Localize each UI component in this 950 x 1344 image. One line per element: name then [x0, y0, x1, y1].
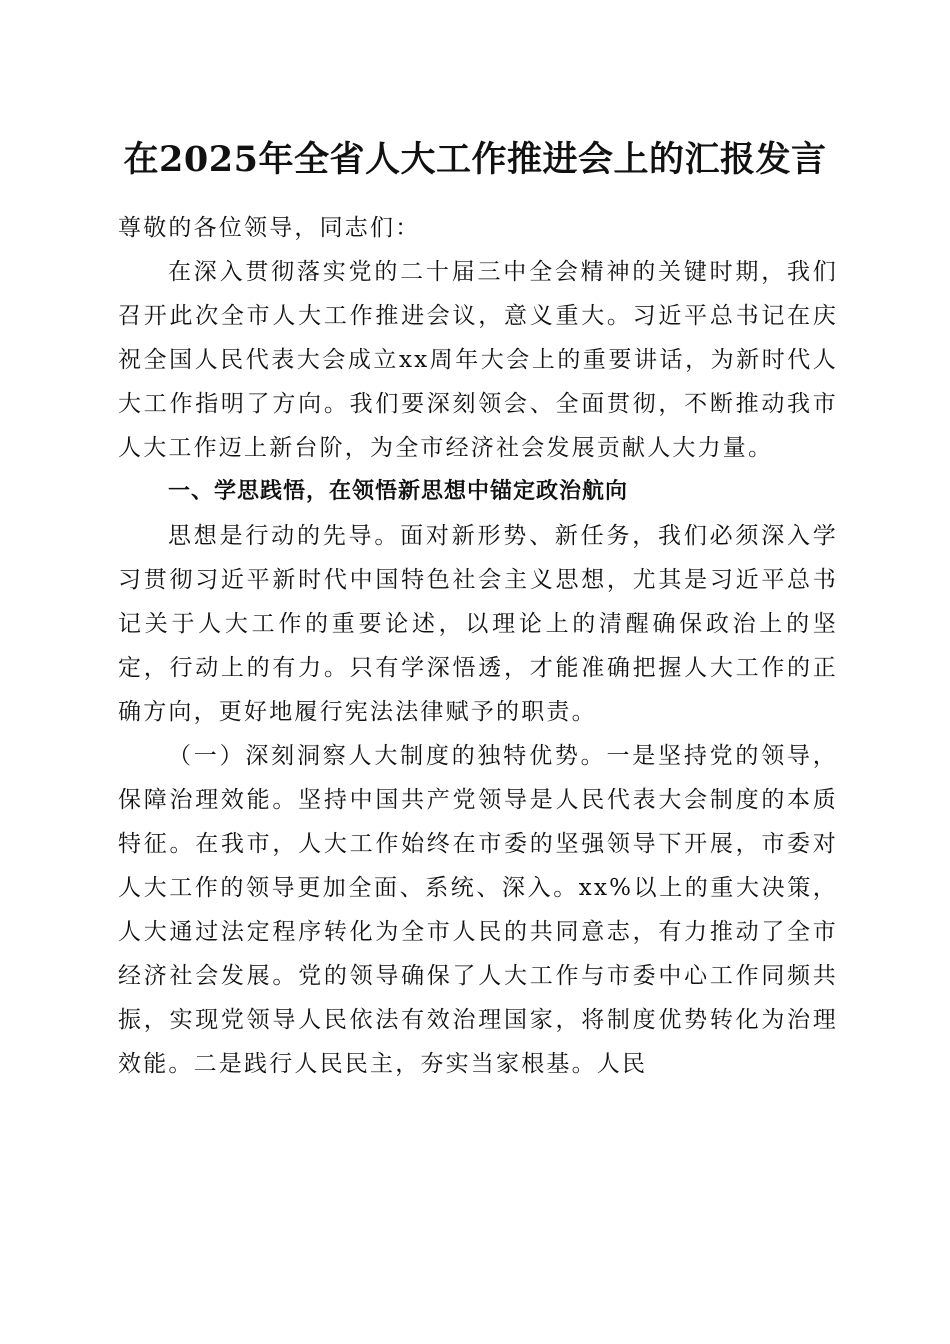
document-title: 在2025年全省人大工作推进会上的汇报发言 — [123, 139, 827, 180]
section-heading-1: 一、学思践悟，在领悟新思想中锚定政治航向 — [168, 479, 629, 504]
subsection-1-body: 一是坚持党的领导，保障治理效能。坚持中国共产党领导是人民代表大会制度的本质特征。在我市，人大工作始终在市委的坚强领导下开展，市委对人大工作的领导更加全面、系统、深入。xx%以上的重大决策，人大通过法定程序转化为全市人民的共同意志，有力推动了全市经济社会发展。党的领导确保了人大工作与市委中心工作同频共振，实现党领导人民依法有效治理国家，将制度优势转化为治理效能。二是践行人民民主，夯实当家根基。人民 — [118, 743, 838, 1077]
section-1-paragraph: 思想是行动的先导。面对新形势、新任务，我们必须深入学习贯彻习近平新时代中国特色社会主义思想，尤其是习近平总书记关于人大工作的重要论述，以理论上的清醒确保政治上的坚定，行动上的有力。只有学深悟透，才能准确把握人大工作的正确方向，更好地履行宪法法律赋予的职责。 — [118, 523, 838, 725]
salutation: 尊敬的各位领导，同志们： — [118, 215, 421, 241]
subsection-1-paragraph — [118, 734, 838, 1086]
intro-paragraph: 在深入贯彻落实党的二十届三中全会精神的关键时期，我们召开此次全市人大工作推进会议，意义重大。习近平总书记在庆祝全国人民代表大会成立xx周年大会上的重要讲话，为新时代人大工作指明了方向。我们要深刻领会、全面贯彻，不断推动我市人大工作迈上新台阶，为全市经济社会发展贡献人大力量。 — [118, 259, 838, 461]
document-body — [118, 206, 838, 1086]
subsection-1-lead: （一）深刻洞察人大制度的独特优势。 — [168, 743, 607, 769]
